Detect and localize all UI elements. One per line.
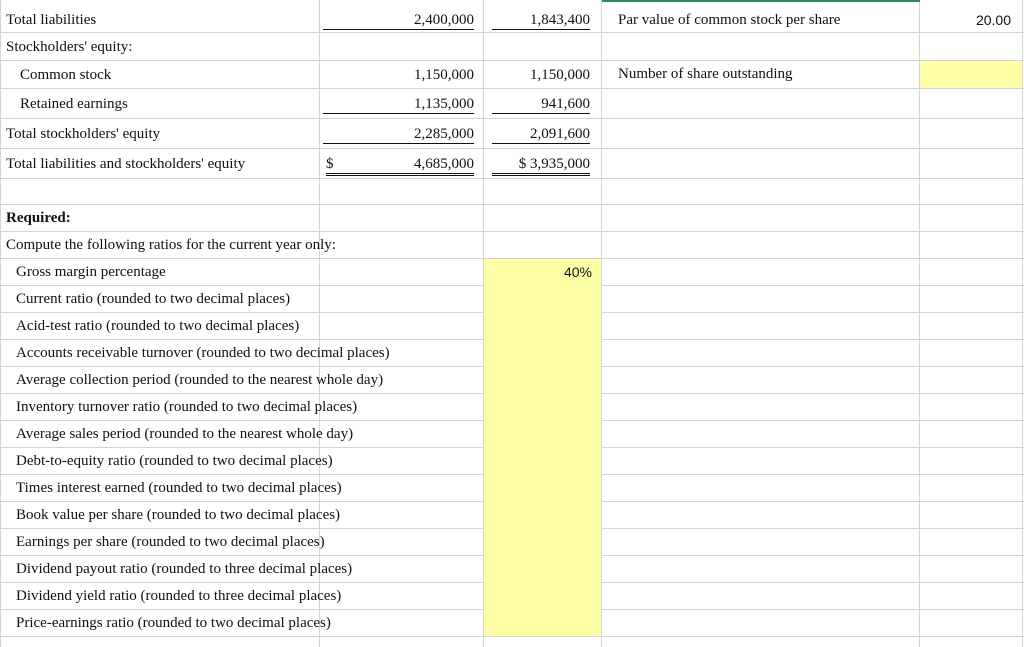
ratio-label: Times interest earned (rounded to two decimal places)	[16, 480, 342, 496]
ratio-label: Price-earnings ratio (rounded to two decimal places)	[16, 615, 331, 631]
ratio-label: Acid-test ratio (rounded to two decimal places)	[16, 318, 300, 334]
common-stock-cur[interactable]: 1,150,000	[414, 67, 474, 83]
ratio-label: Gross margin percentage	[16, 264, 166, 280]
row-line	[0, 118, 1024, 119]
row-line	[0, 231, 1024, 232]
retained-earnings-cur[interactable]: 1,135,000	[323, 95, 474, 114]
ratio-label: Accounts receivable turnover (rounded to two decimal places)	[16, 345, 390, 361]
se-header: Stockholders' equity:	[6, 39, 133, 55]
total-le-cur[interactable]: 4,685,000	[352, 155, 474, 176]
total-liabilities-label: Total liabilities	[6, 12, 97, 28]
ratio-answer-column[interactable]	[484, 259, 601, 636]
required-heading: Required:	[6, 210, 71, 226]
ratio-label: Dividend yield ratio (rounded to three decimal places)	[16, 588, 342, 604]
common-stock-label: Common stock	[20, 67, 112, 83]
row-line	[0, 88, 1024, 89]
ratio-answer-cell[interactable]: 40%	[563, 264, 592, 280]
row-line	[0, 204, 1024, 205]
par-value-label: Par value of common stock per share	[618, 12, 841, 28]
col-line	[601, 0, 602, 647]
total-liabilities-cur[interactable]: 2,400,000	[323, 11, 474, 30]
shares-outstanding-label: Number of share outstanding	[618, 66, 793, 82]
total-se-prev[interactable]: 2,091,600	[492, 125, 590, 144]
total-le-prev[interactable]: $ 3,935,000	[492, 155, 590, 176]
total-liabilities-prev[interactable]: 1,843,400	[492, 11, 590, 30]
col-line	[919, 0, 920, 647]
col-line	[0, 0, 1, 647]
ratio-label: Debt-to-equity ratio (rounded to two decimal places)	[16, 453, 333, 469]
ratio-label: Inventory turnover ratio (rounded to two decimal places)	[16, 399, 358, 415]
row-line	[0, 178, 1024, 179]
total-le-label: Total liabilities and stockholders' equity	[6, 156, 246, 172]
required-instruction: Compute the following ratios for the current year only:	[6, 237, 336, 253]
row-line	[0, 32, 1024, 33]
ratio-label: Book value per share (rounded to two decimal places)	[16, 507, 341, 523]
ratio-label: Dividend payout ratio (rounded to three decimal places)	[16, 561, 353, 577]
row-line	[0, 636, 1024, 637]
row-line	[0, 60, 1024, 61]
retained-earnings-label: Retained earnings	[20, 96, 128, 112]
ratio-label: Average collection period (rounded to the nearest whole day)	[16, 372, 384, 388]
total-le-dollar: $	[326, 155, 352, 176]
ratio-label: Average sales period (rounded to the nearest whole day)	[16, 426, 354, 442]
col-line	[1022, 0, 1023, 647]
total-se-cur[interactable]: 2,285,000	[323, 125, 474, 144]
total-se-label: Total stockholders' equity	[6, 126, 161, 142]
row-line	[0, 148, 1024, 149]
ratio-label: Earnings per share (rounded to two decimal places)	[16, 534, 325, 550]
par-value-cell[interactable]: 20.00	[975, 12, 1011, 28]
shares-outstanding-input[interactable]	[920, 61, 1022, 88]
selection-border	[602, 0, 920, 2]
retained-earnings-prev[interactable]: 941,600	[492, 95, 590, 114]
common-stock-prev[interactable]: 1,150,000	[530, 67, 590, 83]
ratio-label: Current ratio (rounded to two decimal places)	[16, 291, 291, 307]
